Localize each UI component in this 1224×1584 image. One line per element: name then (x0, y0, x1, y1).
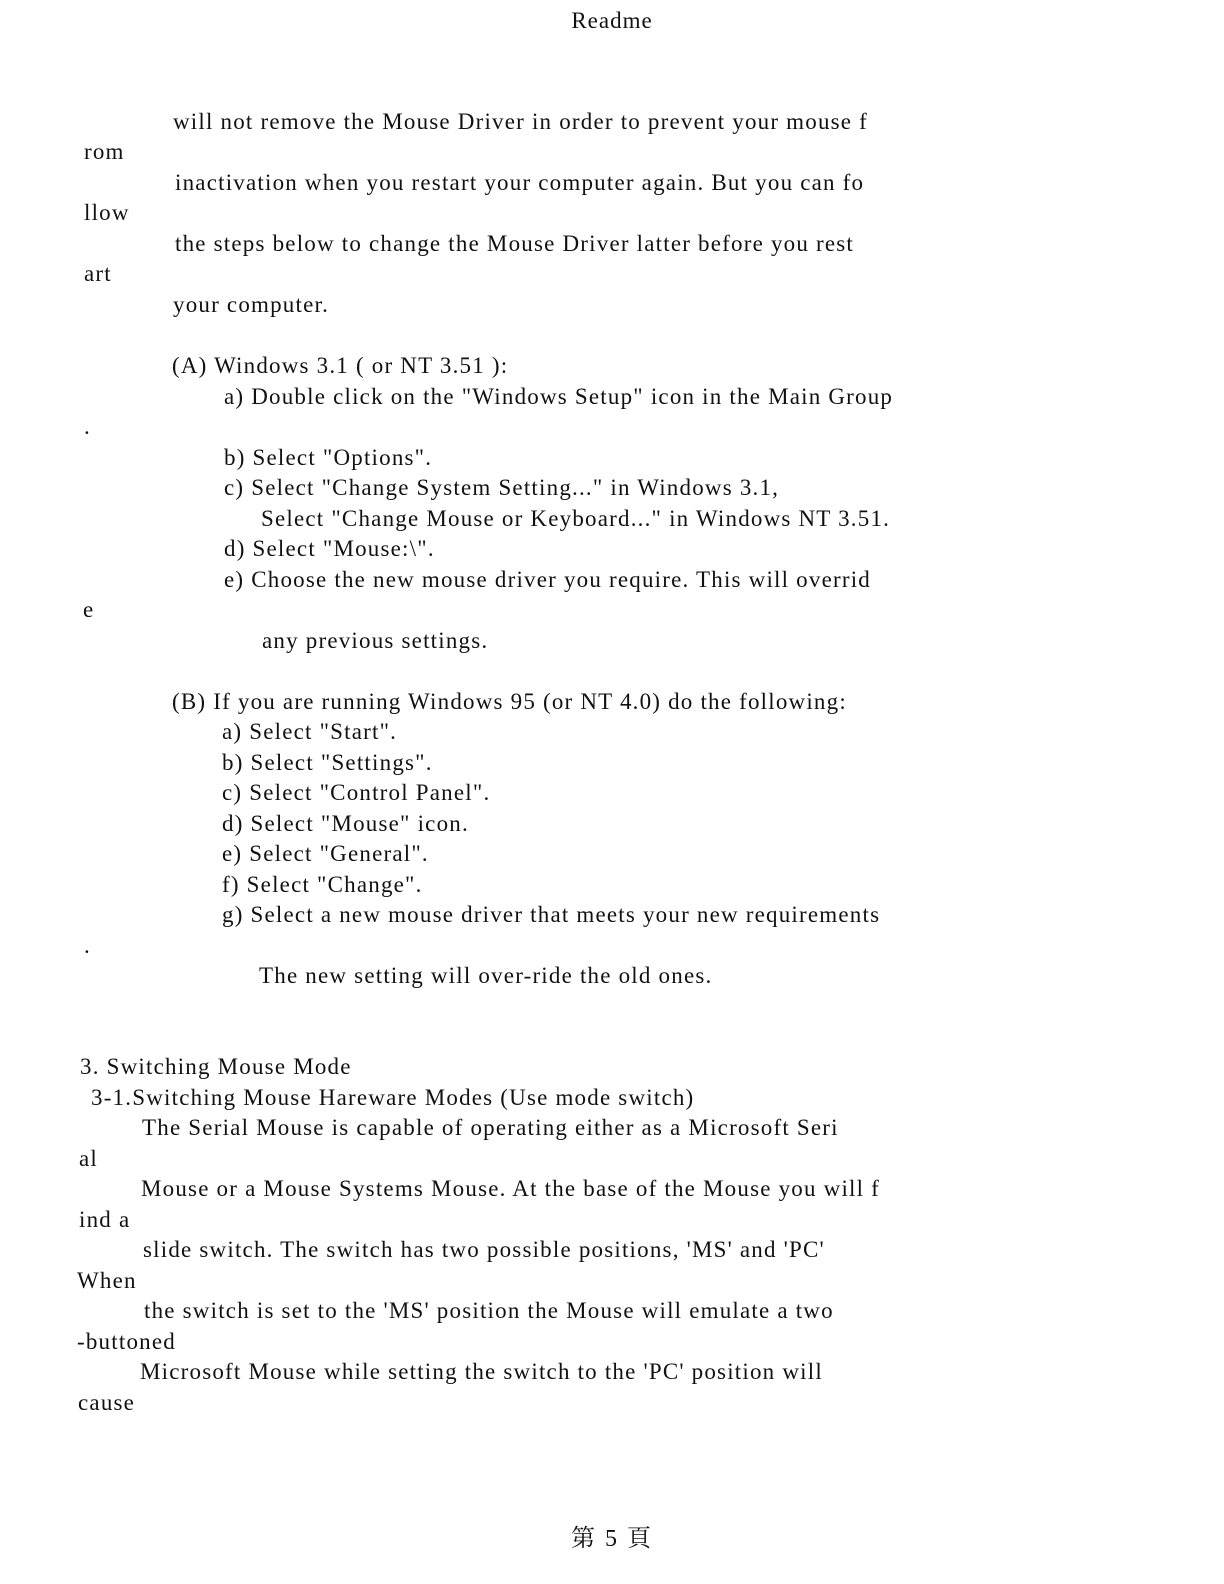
section-a-step-wrap: e (83, 597, 95, 622)
intro-line-wrap: llow (84, 200, 130, 225)
section-b-step-wrap: . (84, 933, 91, 958)
section-3-line-wrap: ind a (79, 1207, 131, 1232)
section-b-step: d) Select "Mouse" icon. (222, 811, 469, 836)
section-3-line: slide switch. The switch has two possible positions, 'MS' and 'PC' (143, 1237, 825, 1262)
intro-line: your computer. (173, 292, 330, 317)
section-3-line: the switch is set to the 'MS' position the Mouse will emulate a two (144, 1298, 834, 1323)
section-a-step-continued: any previous settings. (262, 628, 489, 653)
section-3-subheading: 3-1.Switching Mouse Hareware Modes (Use mode switch) (91, 1085, 695, 1110)
section-a-step: c) Select "Change System Setting..." in Windows 3.1, (224, 475, 780, 500)
section-3-heading: 3. Switching Mouse Mode (80, 1054, 352, 1079)
section-b-step: b) Select "Settings". (222, 750, 433, 775)
section-b-step: c) Select "Control Panel". (222, 780, 491, 805)
section-a-step: e) Choose the new mouse driver you require. This will overrid (224, 567, 871, 592)
section-3-line: The Serial Mouse is capable of operating either as a Microsoft Seri (142, 1115, 839, 1140)
intro-line: will not remove the Mouse Driver in order to prevent your mouse f (173, 109, 869, 134)
section-3-line-wrap: -buttoned (77, 1329, 176, 1354)
section-a-step-wrap: . (84, 414, 91, 439)
page-header-title: Readme (571, 8, 653, 33)
section-b-step: e) Select "General". (222, 841, 429, 866)
section-b-step: g) Select a new mouse driver that meets your new requirements (222, 902, 881, 927)
section-3-line: Mouse or a Mouse Systems Mouse. At the base of the Mouse you will f (141, 1176, 881, 1201)
section-a-step-continued: Select "Change Mouse or Keyboard..." in Windows NT 3.51. (261, 506, 891, 531)
page-number-footer: 第 5 頁 (571, 1526, 653, 1552)
section-a-heading: (A) Windows 3.1 ( or NT 3.51 ): (172, 353, 509, 378)
section-3-line-wrap: When (77, 1268, 137, 1293)
section-b-step-continued: The new setting will over-ride the old ones. (259, 963, 713, 988)
intro-line: the steps below to change the Mouse Driver latter before you rest (175, 231, 854, 256)
intro-line: inactivation when you restart your computer again. But you can fo (175, 170, 865, 195)
section-3-line-wrap: al (79, 1146, 98, 1171)
section-3-line: Microsoft Mouse while setting the switch to the 'PC' position will (140, 1359, 823, 1384)
intro-line-wrap: rom (84, 139, 125, 164)
intro-line-wrap: art (84, 261, 112, 286)
section-a-step: a) Double click on the "Windows Setup" icon in the Main Group (224, 384, 894, 409)
section-b-heading: (B) If you are running Windows 95 (or NT 4.0) do the following: (172, 689, 847, 714)
section-b-step: a) Select "Start". (222, 719, 398, 744)
section-b-step: f) Select "Change". (222, 872, 423, 897)
section-a-step: d) Select "Mouse:\". (224, 536, 435, 561)
section-3-line-wrap: cause (78, 1390, 136, 1415)
section-a-step: b) Select "Options". (224, 445, 433, 470)
